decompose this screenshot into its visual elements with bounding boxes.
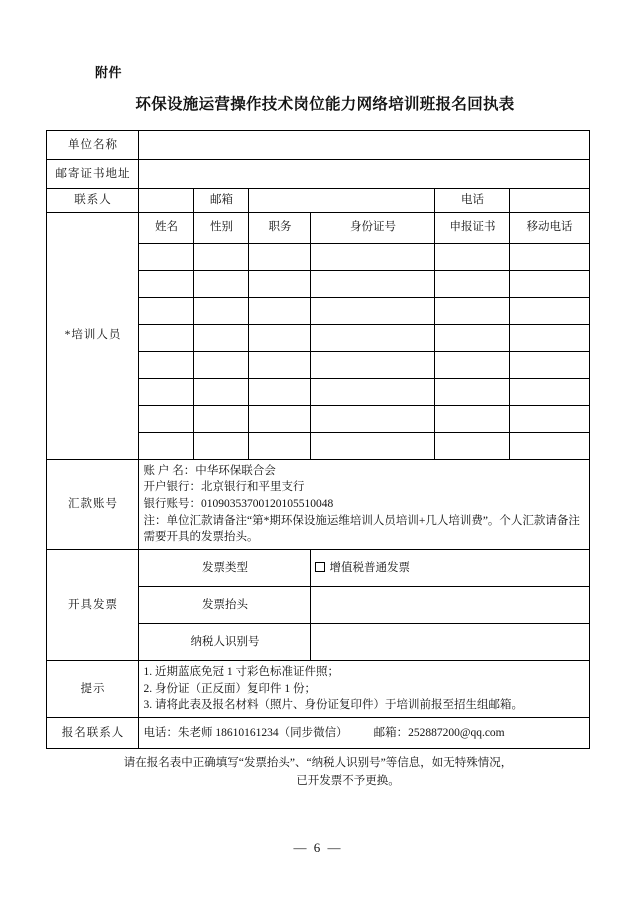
trainee-cell-position[interactable] xyxy=(249,405,311,432)
trainee-cell-mobile[interactable] xyxy=(510,351,589,378)
trainee-cell-gender[interactable] xyxy=(194,378,249,405)
tips-line-1: 1. 近期蓝底免冠 1 寸彩色标准证件照； xyxy=(143,666,339,679)
registration-form-table xyxy=(46,130,589,749)
trainee-cell-idnumber[interactable] xyxy=(311,243,435,270)
page-number: — 6 — xyxy=(293,840,343,855)
remit-line-note: 注：单位汇款请备注“第*期环保设施运维培训人员培训+几人培训费”。个人汇款请备注需要开具的发票抬头。 xyxy=(143,514,580,544)
trainee-cell-mobile[interactable] xyxy=(510,243,589,270)
remit-line-bank: 开户银行：北京银行和平里支行 xyxy=(143,481,305,494)
trainee-cell-mobile[interactable] xyxy=(510,297,589,324)
trainee-cell-gender[interactable] xyxy=(194,243,249,270)
trainee-cell-idnumber[interactable] xyxy=(311,432,435,459)
email-label: 邮箱 xyxy=(194,189,249,213)
trainee-cell-position[interactable] xyxy=(249,297,311,324)
trainee-cell-mobile[interactable] xyxy=(510,270,589,297)
email-value[interactable] xyxy=(249,189,435,213)
phone-value[interactable] xyxy=(510,189,589,213)
trainee-col-idnumber: 身份证号 xyxy=(311,212,435,243)
trainee-cell-idnumber[interactable] xyxy=(311,378,435,405)
trainee-cell-certificate[interactable] xyxy=(435,243,510,270)
tips-label: 提示 xyxy=(47,661,139,718)
trainee-cell-gender[interactable] xyxy=(194,432,249,459)
tips-line-3: 3. 请将此表及报名材料（照片、身份证复印件）于培训前报至招生组邮箱。 xyxy=(143,699,523,712)
trainee-cell-idnumber[interactable] xyxy=(311,270,435,297)
trainee-section-label: *培训人员 xyxy=(47,212,139,459)
trainee-cell-position[interactable] xyxy=(249,324,311,351)
trainee-cell-gender[interactable] xyxy=(194,297,249,324)
trainee-cell-idnumber[interactable] xyxy=(311,324,435,351)
trainee-cell-certificate[interactable] xyxy=(435,324,510,351)
invoice-title-label: 发票抬头 xyxy=(139,587,311,624)
trainee-cell-idnumber[interactable] xyxy=(311,351,435,378)
remit-line-account: 账 户 名：中华环保联合会 xyxy=(143,464,276,477)
taxpayer-id-label: 纳税人识别号 xyxy=(139,624,311,661)
trainee-cell-name[interactable] xyxy=(139,324,194,351)
trainee-cell-name[interactable] xyxy=(139,270,194,297)
trainee-cell-certificate[interactable] xyxy=(435,270,510,297)
trainee-cell-name[interactable] xyxy=(139,297,194,324)
unit-name-value[interactable] xyxy=(139,131,589,160)
invoice-section-label: 开具发票 xyxy=(47,550,139,661)
table-row xyxy=(47,550,589,587)
invoice-title-value[interactable] xyxy=(311,587,589,624)
trainee-col-certificate: 申报证书 xyxy=(435,212,510,243)
table-row xyxy=(47,718,589,749)
tips-line-2: 2. 身份证（正反面）复印件 1 份； xyxy=(143,682,316,695)
phone-label: 电话 xyxy=(435,189,510,213)
trainee-cell-name[interactable] xyxy=(139,405,194,432)
tips-content xyxy=(139,661,589,718)
trainee-cell-idnumber[interactable] xyxy=(311,405,435,432)
trainee-cell-certificate[interactable] xyxy=(435,378,510,405)
trainee-col-position: 职务 xyxy=(249,212,311,243)
table-row xyxy=(47,160,589,189)
footnote-line-1: 请在报名表中正确填写“发票抬头”、“纳税人识别号”等信息，如无特殊情况， xyxy=(123,757,513,770)
trainee-cell-mobile[interactable] xyxy=(510,432,589,459)
remit-label: 汇款账号 xyxy=(47,459,139,549)
trainee-cell-gender[interactable] xyxy=(194,270,249,297)
trainee-cell-mobile[interactable] xyxy=(510,405,589,432)
trainee-cell-idnumber[interactable] xyxy=(311,297,435,324)
contact-label: 联系人 xyxy=(47,189,139,213)
footnote-line-2: 已开发票不予更换。 xyxy=(296,775,400,788)
trainee-cell-position[interactable] xyxy=(249,378,311,405)
trainee-cell-name[interactable] xyxy=(139,351,194,378)
trainee-cell-name[interactable] xyxy=(139,378,194,405)
unit-name-label: 单位名称 xyxy=(47,131,139,160)
mail-address-label: 邮寄证书地址 xyxy=(47,160,139,189)
signup-contact-label: 报名联系人 xyxy=(47,718,139,749)
table-row xyxy=(47,189,589,213)
trainee-cell-certificate[interactable] xyxy=(435,297,510,324)
mail-address-value[interactable] xyxy=(139,160,589,189)
trainee-col-mobile: 移动电话 xyxy=(510,212,589,243)
trainee-cell-certificate[interactable] xyxy=(435,432,510,459)
trainee-cell-gender[interactable] xyxy=(194,405,249,432)
table-row xyxy=(47,131,589,160)
trainee-cell-name[interactable] xyxy=(139,243,194,270)
trainee-cell-mobile[interactable] xyxy=(510,324,589,351)
trainee-cell-certificate[interactable] xyxy=(435,351,510,378)
invoice-type-option-label: 增值税普通发票 xyxy=(329,561,410,574)
trainee-cell-position[interactable] xyxy=(249,270,311,297)
remit-info xyxy=(139,459,589,549)
trainee-cell-name[interactable] xyxy=(139,432,194,459)
table-row xyxy=(47,212,589,243)
signup-contact-phone: 电话：朱老师 18610161234（同步微信） xyxy=(143,726,348,739)
footnote xyxy=(47,754,589,791)
contact-name-value[interactable] xyxy=(139,189,194,213)
trainee-col-name: 姓名 xyxy=(139,212,194,243)
signup-contact-email: 邮箱：252887200@qq.com xyxy=(373,726,505,739)
trainee-col-gender: 性别 xyxy=(194,212,249,243)
trainee-cell-certificate[interactable] xyxy=(435,405,510,432)
trainee-cell-position[interactable] xyxy=(249,351,311,378)
invoice-type-option[interactable] xyxy=(311,550,589,587)
attachment-label: 附件 xyxy=(95,65,123,80)
invoice-type-label: 发票类型 xyxy=(139,550,311,587)
trainee-cell-gender[interactable] xyxy=(194,324,249,351)
table-row xyxy=(47,459,589,549)
taxpayer-id-value[interactable] xyxy=(311,624,589,661)
table-row xyxy=(47,661,589,718)
page-title: 环保设施运营操作技术岗位能力网络培训班报名回执表 xyxy=(135,96,515,113)
trainee-cell-position[interactable] xyxy=(249,243,311,270)
remit-line-number: 银行账号：01090353700120105510048 xyxy=(143,498,334,511)
signup-contact-content xyxy=(139,718,589,749)
trainee-cell-gender[interactable] xyxy=(194,351,249,378)
trainee-cell-position[interactable] xyxy=(249,432,311,459)
trainee-cell-mobile[interactable] xyxy=(510,378,589,405)
checkbox-icon[interactable] xyxy=(315,562,325,572)
